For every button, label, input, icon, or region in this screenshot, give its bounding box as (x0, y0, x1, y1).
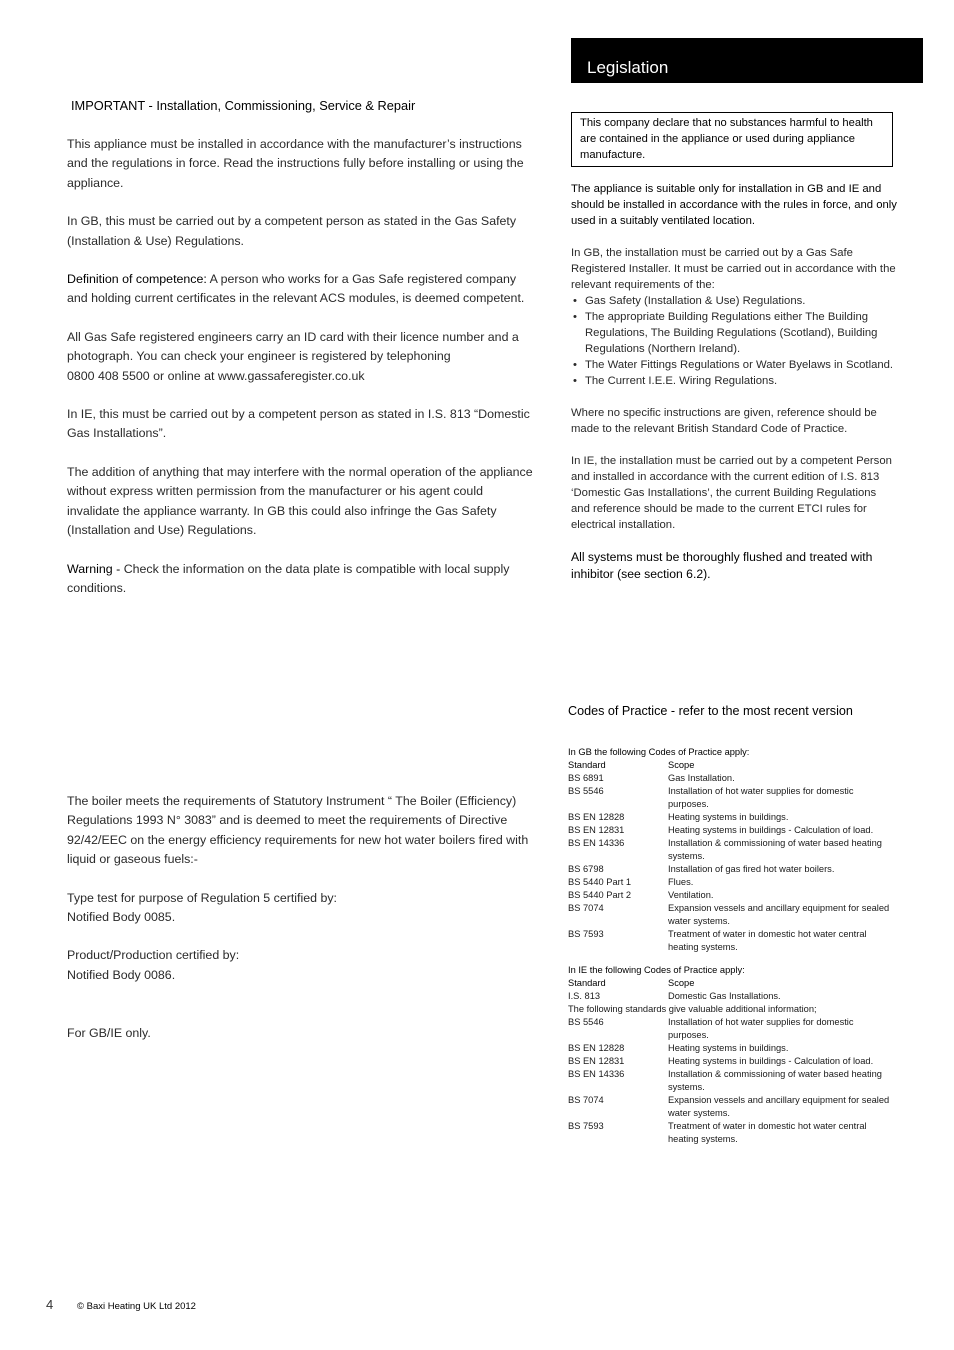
scope-cell: Installation of hot water supplies for domestic purposes. (668, 786, 854, 809)
ie-installation-paragraph: In IE, the installation must be carried out by a competent Person and installed in accordance with the current edition of I.S. 813 ‘Domestic Gas Installations’, the current Building Regulations and reference should be made to the current ETCI rules for electrical installation. (571, 455, 892, 531)
table-header (568, 977, 898, 990)
table-row (568, 889, 898, 902)
col-standard: Standard (568, 760, 606, 770)
list-item: • The appropriate Building Regulations either The Building Regulations, The Building Regulations (Scotland), Building Regulations (Northern Ireland). (571, 309, 897, 357)
scope-cell: Installation of hot water supplies for domestic purposes. (668, 1017, 854, 1040)
scope-cell: Heating systems in buildings - Calculation of load. (668, 825, 874, 835)
standard-cell: BS EN 14336 (568, 1069, 625, 1079)
standard-cell: BS EN 14336 (568, 838, 625, 848)
table-row (568, 1055, 898, 1068)
table-row (568, 876, 898, 889)
gb-installer-paragraph: In GB, the installation must be carried out by a Gas Safe Registered Installer. It must be carried out in accordance with the relevant requirements of the: (571, 247, 896, 291)
table-header (568, 759, 898, 772)
competence-paragraph (67, 270, 537, 309)
product-cert-paragraph (67, 946, 537, 985)
col-standard: Standard (568, 978, 606, 988)
warning-label: Warning - (67, 561, 121, 576)
competence-text: A person who works for a Gas Safe registered company and holding current certificates in the relevant ACS modules, is deemed competent. (67, 272, 525, 306)
scope-cell: Domestic Gas Installations. (668, 991, 781, 1001)
standard-cell: BS 5546 (568, 1017, 604, 1027)
standard-cell: BS 6891 (568, 773, 604, 783)
standard-cell: BS 5440 Part 1 (568, 877, 632, 887)
table-row (568, 863, 898, 876)
standard-cell: BS 7593 (568, 1121, 604, 1131)
table-row (568, 1068, 898, 1094)
competence-label: Definition of competence: (67, 272, 207, 287)
list-item: • The Water Fittings Regulations or Water Byelaws in Scotland. (571, 357, 897, 373)
section-banner (571, 38, 923, 83)
gb-codes-table (568, 746, 898, 954)
warning-text: Check the information on the data plate is compatible with local supply conditions. (67, 561, 510, 595)
table-row (568, 1016, 898, 1042)
standard-cell: I.S. 813 (568, 991, 601, 1001)
gb-ie-only: For GB/IE only. (67, 1026, 151, 1041)
scope-cell: Treatment of water in domestic hot water central heating systems. (668, 1121, 867, 1144)
ie-competent-paragraph: In IE, this must be carried out by a competent person as stated in I.S. 813 “Domestic Gas Installations”. (67, 407, 530, 441)
standard-cell: BS EN 12828 (568, 812, 625, 822)
table-row (568, 1094, 898, 1120)
ie-rows (568, 1016, 898, 1146)
no-specific-paragraph: Where no specific instructions are given, reference should be made to the relevant British Standard Code of Practice. (571, 407, 877, 435)
suitability-paragraph: The appliance is suitable only for installation in GB and IE and should be installed in accordance with the rules in force, and only used in a suitably ventilated location. (571, 183, 897, 227)
table-row (568, 928, 898, 954)
page-number: 4 (46, 1297, 54, 1312)
table-row (568, 837, 898, 863)
scope-cell: Installation & commissioning of water based heating systems. (668, 838, 882, 861)
copyright: © Baxi Heating UK Ltd 2012 (77, 1301, 196, 1312)
notified-body-0085: Notified Body 0085. (67, 910, 176, 925)
standard-cell: BS 7593 (568, 929, 604, 939)
gb-competent-paragraph: In GB, this must be carried out by a competent person as stated in the Gas Safety (Installation & Use) Regulations. (67, 214, 517, 248)
standard-cell: BS 6798 (568, 864, 604, 874)
col-scope: Scope (668, 978, 695, 988)
page-title: Legislation (587, 58, 669, 77)
scope-cell: Gas Installation. (668, 773, 735, 783)
standard-cell: BS 5440 Part 2 (568, 890, 632, 900)
list-item: • Gas Safety (Installation & Use) Regulations. (571, 293, 897, 309)
regulations-list (571, 293, 897, 389)
table-row (568, 902, 898, 928)
gb-rows (568, 772, 898, 954)
product-cert-line: Product/Production certified by: (67, 948, 240, 963)
flushing-paragraph: All systems must be thoroughly flushed and treated with inhibitor (see section 6.2). (571, 550, 873, 581)
scope-cell: Installation & commissioning of water based heating systems. (668, 1069, 882, 1092)
boiler-efficiency-paragraph: The boiler meets the requirements of Statutory Instrument “ The Boiler (Efficiency) Regulations 1993 N° 3083” and is deemed to meet the requirements of Directive 92/42/EEC on the energy efficiency requirements for new hot water boilers fired with liquid or gaseous fuels:- (67, 794, 529, 867)
warranty-paragraph: The addition of anything that may interfere with the normal operation of the appliance without express written permission from the manufacturer or his agent could invalidate the appliance warranty. In GB this could also infringe the Gas Safety (Installation and Use) Regulations. (67, 464, 533, 538)
standard-cell: BS EN 12828 (568, 1043, 625, 1053)
id-card-paragraph (67, 328, 537, 386)
table-row (568, 1120, 898, 1146)
gb-codes-intro: In GB the following Codes of Practice apply: (568, 747, 750, 757)
scope-cell: Heating systems in buildings. (668, 812, 789, 822)
table-row (568, 772, 898, 785)
scope-cell: Expansion vessels and ancillary equipment for sealed water systems. (668, 903, 890, 926)
ie-codes-table (568, 964, 898, 1146)
table-row (568, 785, 898, 811)
warning-paragraph (67, 560, 537, 599)
col-scope: Scope (668, 760, 695, 770)
scope-cell: Installation of gas fired hot water boilers. (668, 864, 835, 874)
table-row (568, 811, 898, 824)
efficiency-body (67, 792, 537, 1044)
harmful-substances-notice: This company declare that no substances harmful to health are contained in the appliance or used during appliance manufacture. (571, 112, 893, 167)
standard-cell: BS 7074 (568, 1095, 604, 1105)
scope-cell: Flues. (668, 877, 694, 887)
type-test-paragraph (67, 889, 537, 928)
scope-cell: Heating systems in buildings. (668, 1043, 789, 1053)
table-row (568, 1042, 898, 1055)
additional-info-note: The following standards give valuable additional information; (568, 1004, 817, 1014)
gb-requirements (571, 245, 897, 389)
standard-cell: BS 7074 (568, 903, 604, 913)
scope-cell: Ventilation. (668, 890, 714, 900)
gas-safe-contact: 0800 408 5500 or online at www.gassaferegister.co.uk (67, 368, 365, 383)
table-row (568, 990, 898, 1003)
notified-body-0086: Notified Body 0086. (67, 967, 176, 982)
id-card-text: All Gas Safe registered engineers carry an ID card with their licence number and a photograph. You can check your engineer is registered by telephoning (67, 329, 519, 364)
standard-cell: BS 5546 (568, 786, 604, 796)
standard-cell: BS EN 12831 (568, 825, 625, 835)
left-body (67, 135, 537, 598)
scope-cell: Treatment of water in domestic hot water central heating systems. (668, 929, 867, 952)
right-body (571, 181, 897, 583)
install-paragraph: This appliance must be installed in accordance with the manufacturer’s instructions and the regulations in force. Read the instructions fully before installing or using the appliance. (67, 137, 524, 190)
ie-codes-intro: In IE the following Codes of Practice apply: (568, 965, 745, 975)
type-test-line: Type test for purpose of Regulation 5 certified by: (67, 890, 337, 905)
scope-cell: Heating systems in buildings - Calculation of load. (668, 1056, 874, 1066)
table-row (568, 824, 898, 837)
scope-cell: Expansion vessels and ancillary equipment for sealed water systems. (668, 1095, 890, 1118)
standard-cell: BS EN 12831 (568, 1056, 625, 1066)
codes-heading: Codes of Practice - refer to the most recent version (568, 704, 853, 718)
important-heading: IMPORTANT - Installation, Commissioning, Service & Repair (71, 98, 416, 113)
list-item: • The Current I.E.E. Wiring Regulations. (571, 373, 897, 389)
